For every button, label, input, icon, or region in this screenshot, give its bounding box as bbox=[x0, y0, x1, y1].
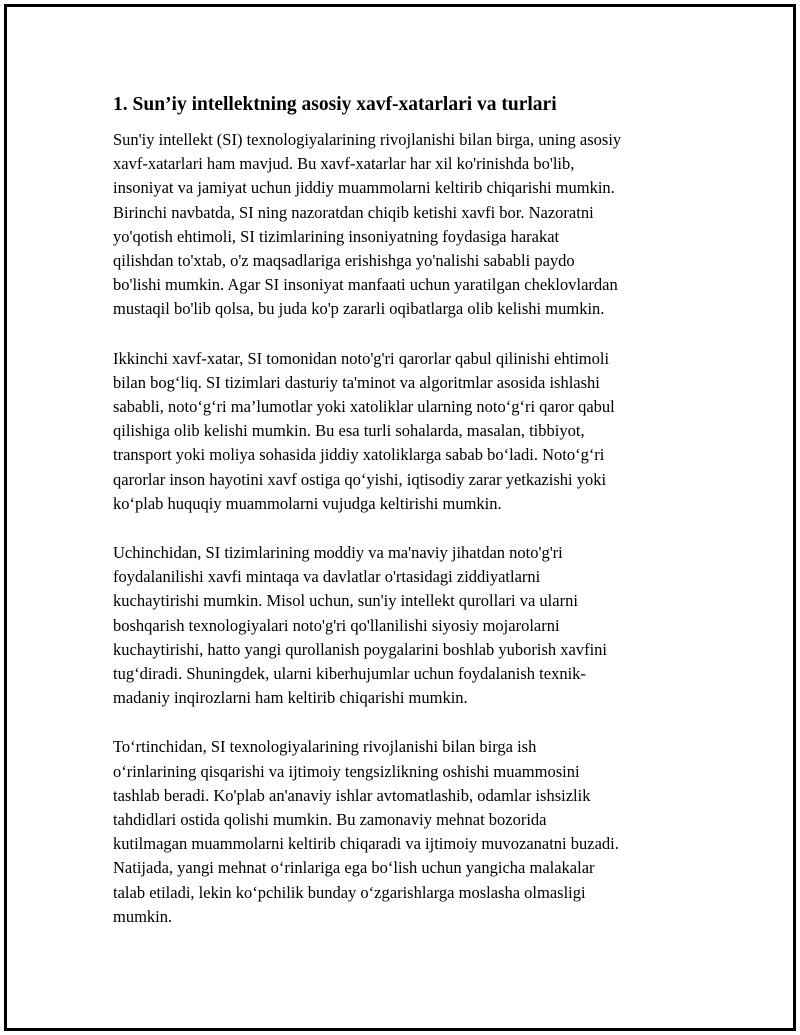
text-line: Uchinchidan, SI tizimlarining moddiy va ma'naviy jihatdan noto'g'ri bbox=[113, 543, 563, 563]
text-line: mustaqil bo'lib qolsa, bu juda ko'p zararli oqibatlarga olib kelishi mumkin. bbox=[113, 299, 605, 319]
text-line: Birinchi navbatda, SI ning nazoratdan chiqib ketishi xavfi bor. Nazoratni bbox=[113, 202, 594, 222]
paragraph-3 bbox=[113, 541, 688, 710]
text-line: talab etiladi, lekin ko‘pchilik bunday o‘zgarishlarga moslasha olmasligi bbox=[113, 882, 586, 902]
text-line: bilan bog‘liq. SI tizimlari dasturiy ta'minot va algoritmlar asosida ishlashi bbox=[113, 372, 600, 392]
text-line: mumkin. bbox=[113, 906, 173, 926]
text-line: Sun'iy intellekt (SI) texnologiyalarining rivojlanishi bilan birga, uning asosiy bbox=[113, 130, 622, 149]
text-line: foydalanilishi xavfi mintaqa va davlatlar o'rtasidagi ziddiyatlarni bbox=[113, 567, 541, 587]
paragraph-4 bbox=[113, 735, 688, 929]
text-line: xavf-xatarlari ham mavjud. Bu xavf-xatarlar har xil ko'rinishda bo'lib, bbox=[113, 154, 575, 174]
text-line: Natijada, yangi mehnat o‘rinlariga ega bo‘lish uchun yangicha malakalar bbox=[113, 858, 595, 878]
text-line: insoniyat va jamiyat uchun jiddiy muammolarni keltirib chiqarishi mumkin. bbox=[113, 178, 615, 198]
text-line: tashlab beradi. Ko'plab an'anaviy ishlar avtomatlashib, odamlar ishsizlik bbox=[113, 785, 591, 805]
text-line: tug‘diradi. Shuningdek, ularni kiberhujumlar uchun foydalanish texnik- bbox=[113, 664, 586, 684]
text-line: qilishdan to'xtab, o'z maqsadlariga erishishga yo'nalishi sababli paydo bbox=[113, 251, 575, 271]
text-line: To‘rtinchidan, SI texnologiyalarining rivojlanishi bilan birga ish bbox=[113, 737, 537, 757]
text-line: tahdidlari ostida qolishi mumkin. Bu zamonaviy mehnat bozorida bbox=[113, 810, 547, 830]
text-line: ko‘plab huquqiy muammolarni vujudga keltirishi mumkin. bbox=[113, 493, 502, 513]
text-line: sababli, noto‘g‘ri ma’lumotlar yoki xatoliklar ularning noto‘g‘ri qaror qabul bbox=[113, 397, 615, 417]
text-line: qarorlar inson hayotini xavf ostiga qo‘yishi, iqtisodiy zarar yetkazishi yoki bbox=[113, 469, 607, 489]
text-line: Ikkinchi xavf-xatar, SI tomonidan noto'g'ri qarorlar qabul qilinishi ehtimoli bbox=[113, 348, 610, 368]
text-line: transport yoki moliya sohasida jiddiy xatoliklarga sabab bo‘ladi. Noto‘g‘ri bbox=[113, 445, 605, 465]
document-body bbox=[113, 91, 688, 954]
text-line: yo'qotish ehtimoli, SI tizimlarining insoniyatning foydasiga harakat bbox=[113, 226, 560, 246]
text-line: o‘rinlarining qisqarishi va ijtimoiy tengsizlikning oshishi muammosini bbox=[113, 761, 580, 781]
section-heading: 1. Sun’iy intellektning asosiy xavf-xatarlari va turlari bbox=[113, 94, 557, 115]
text-line: kutilmagan muammolarni keltirib chiqaradi va ijtimoiy muvozanatni buzadi. bbox=[113, 834, 619, 854]
paragraph-1 bbox=[113, 128, 688, 322]
text-line: qilishiga olib kelishi mumkin. Bu esa turli sohalarda, masalan, tibbiyot, bbox=[113, 421, 585, 441]
text-line: madaniy inqirozlarni ham keltirib chiqarishi mumkin. bbox=[113, 688, 468, 708]
text-line: boshqarish texnologiyalari noto'g'ri qo'llanilishi siyosiy mojarolarni bbox=[113, 615, 560, 635]
paragraph-2 bbox=[113, 347, 688, 516]
text-line: kuchaytirishi mumkin. Misol uchun, sun'iy intellekt qurollari va ularni bbox=[113, 591, 578, 611]
text-line: kuchaytirishi, hatto yangi qurollanish poygalarini boshlab yuborish xavfini bbox=[113, 639, 608, 659]
text-line: bo'lishi mumkin. Agar SI insoniyat manfaati uchun yaratilgan cheklovlardan bbox=[113, 275, 618, 295]
